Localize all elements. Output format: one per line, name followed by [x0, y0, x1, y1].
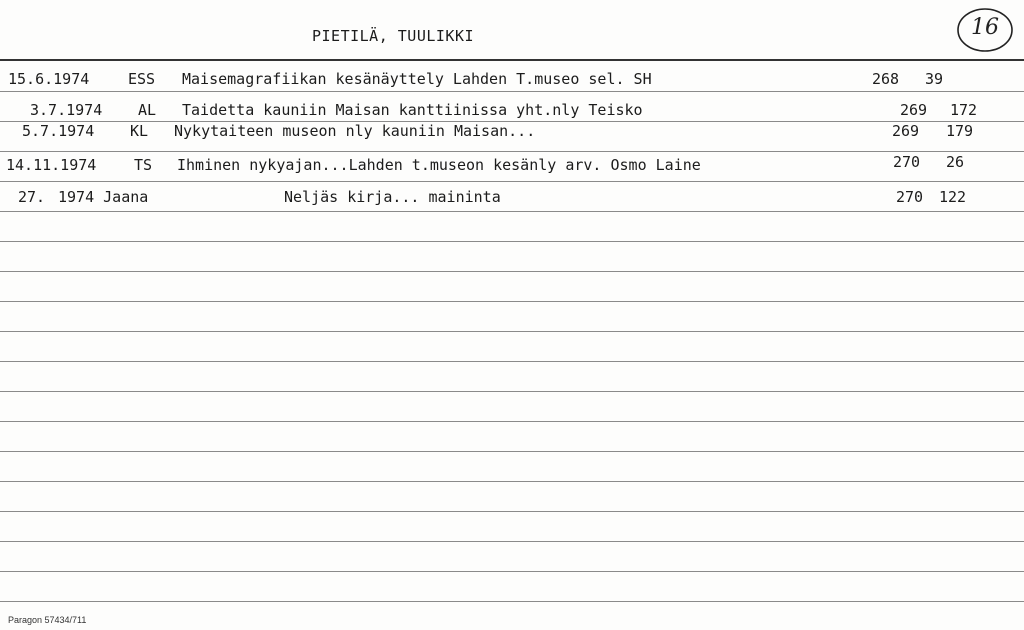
entry-date: 3.7.1974 [30, 101, 103, 119]
entry-volume: 269 [900, 101, 928, 119]
entry-volume: 270 [896, 188, 924, 206]
entry-page: 26 [946, 153, 965, 171]
entry-text: Maisemagrafiikan kesänäyttely Lahden T.museo sel. SH [182, 70, 652, 88]
entry-text: Ihminen nykyajan...Lahden t.museon kesänly arv. Osmo Laine [177, 156, 701, 174]
entry-page: 172 [950, 101, 978, 119]
ruled-line [0, 211, 1024, 212]
entry-date: 27. [18, 188, 46, 206]
entry-date: 5.7.1974 [22, 122, 95, 140]
entry-source: 1974 Jaana [58, 188, 149, 206]
entry-text: Taidetta kauniin Maisan kanttiinissa yht.nly Teisko [182, 101, 643, 119]
entry-date: 15.6.1974 [8, 70, 90, 88]
entry-page: 39 [925, 70, 944, 88]
ruled-line [0, 361, 1024, 362]
header-rule [0, 59, 1024, 61]
entry-page: 122 [939, 188, 967, 206]
card-footer: Paragon 57434/711 [8, 615, 87, 625]
entry-source: ESS [128, 70, 156, 88]
entry-page: 179 [946, 122, 974, 140]
ruled-line [0, 451, 1024, 452]
entry-date: 14.11.1974 [6, 156, 97, 174]
ruled-line [0, 301, 1024, 302]
ruled-line [0, 391, 1024, 392]
ruled-line [0, 331, 1024, 332]
ruled-line [0, 541, 1024, 542]
ruled-line [0, 511, 1024, 512]
entry-source: TS [134, 156, 153, 174]
ruled-line [0, 91, 1024, 92]
entry-text: Neljäs kirja... maininta [284, 188, 501, 206]
ruled-line [0, 241, 1024, 242]
card-number-stamp [955, 6, 1015, 54]
ruled-line [0, 571, 1024, 572]
entry-volume: 268 [872, 70, 900, 88]
card-number: 16 [971, 15, 999, 40]
entry-source: AL [138, 101, 157, 119]
ruled-line [0, 421, 1024, 422]
ruled-line [0, 181, 1024, 182]
ruled-line [0, 271, 1024, 272]
entry-volume: 270 [893, 153, 921, 171]
entry-volume: 269 [892, 122, 920, 140]
ruled-line [0, 601, 1024, 602]
card-title: PIETILÄ, TUULIKKI [312, 27, 475, 45]
ruled-line [0, 481, 1024, 482]
entry-text: Nykytaiteen museon nly kauniin Maisan... [174, 122, 536, 140]
entry-source: KL [130, 122, 149, 140]
ruled-line [0, 151, 1024, 152]
